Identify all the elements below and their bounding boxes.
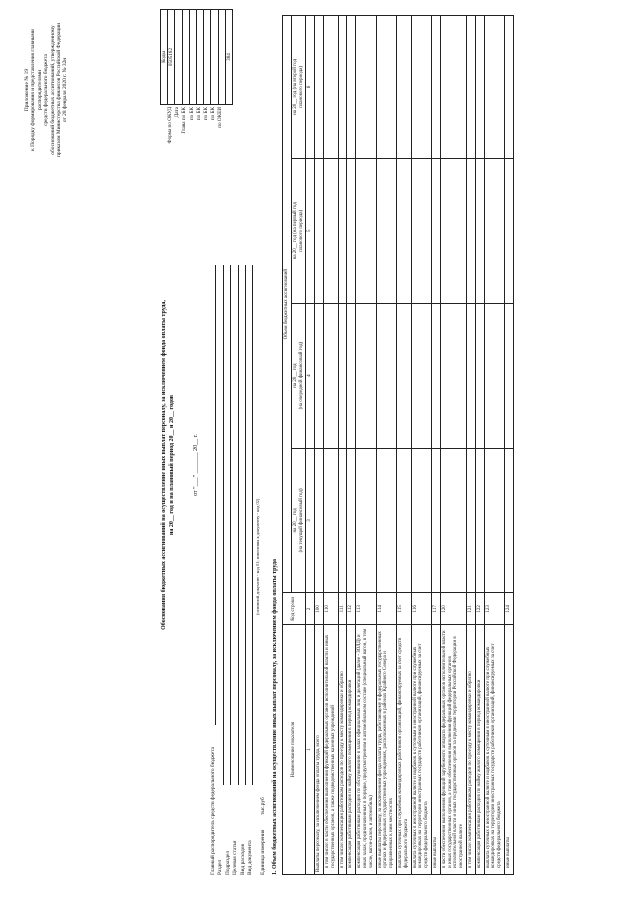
header-name: Наименование показателя [283,625,306,875]
amount-cell[interactable] [338,448,347,593]
row-name: в том числе: компенсация работникам расходов по проезду к месту командировки и обратно [466,625,475,875]
table-row [376,16,396,875]
row-code: 115 [396,593,411,625]
appendix-line: средств федерального бюджета [43,54,50,126]
row-code: 120 [440,593,466,625]
amount-cell[interactable] [376,158,396,303]
amount-cell[interactable] [440,16,466,159]
row-name: в том числе: компенсация работникам расходов по проезду к месту командировки и обратно [338,625,347,875]
table-row [484,16,504,875]
code-label: Форма по ОКУД [167,107,173,144]
okei-code: 384 [225,10,232,105]
header-code: Код строки [283,593,306,625]
amount-cell[interactable] [396,303,411,448]
amount-cell[interactable] [466,303,475,448]
amount-cell[interactable] [376,303,396,448]
amount-cell[interactable] [411,158,431,303]
amount-cell[interactable] [323,16,338,159]
column-number: 1 [306,625,315,875]
header-year-3: на 20__ год (на первый год планового периода) [291,158,306,303]
appendix-line: от 28 февраля 2020 г. № 32н [62,57,69,123]
row-name: компенсация работникам расходов по обслуживанию в залах официальных лиц и делегаций (далее - ЗОЛД) и иных залах, предназначенных в порядке, предусмотренном в автомобильном составе (специальный вагон, в том числе, вагон-салон, и автомобиль) [356,625,376,875]
code-label: по БК [188,107,195,121]
amount-cell[interactable] [347,158,356,303]
amount-cell[interactable] [347,303,356,448]
appendix-line: обоснований бюджетных ассигнований, утвержденному [49,25,56,155]
bk-code [189,10,196,105]
amount-cell[interactable] [396,158,411,303]
codes-box [160,9,233,105]
meta-label: Вид расходов [239,844,246,875]
amount-cell[interactable] [440,448,466,593]
table-row [475,16,484,875]
row-code: 121 [466,593,475,625]
amount-cell[interactable] [431,16,440,159]
section-heading: 1. Объем бюджетных ассигнований на осуществление иных выплат персоналу, за исключением фонда оплаты труда [272,558,278,875]
bk-code [196,10,203,105]
code-label: по БК [210,107,217,121]
table-row [338,16,347,875]
amount-cell[interactable] [356,158,376,303]
amount-cell[interactable] [475,158,484,303]
code-label: Глава по БК [181,107,188,134]
amount-cell[interactable] [338,303,347,448]
amount-cell[interactable] [338,16,347,159]
row-code: 123 [484,593,504,625]
meta-label: Вид документа [246,840,253,875]
amount-cell[interactable] [475,303,484,448]
table-row [411,16,431,875]
row-code: 117 [431,593,440,625]
amount-cell[interactable] [475,16,484,159]
amount-cell[interactable] [315,158,324,303]
amount-cell[interactable] [466,16,475,159]
table-row [323,16,338,875]
table-row [356,16,376,875]
amount-cell[interactable] [323,158,338,303]
amount-cell[interactable] [440,158,466,303]
amount-cell[interactable] [431,303,440,448]
row-code: 114 [376,593,396,625]
row-code: 113 [356,593,376,625]
amount-cell[interactable] [356,16,376,159]
row-code: 116 [411,593,431,625]
amount-cell[interactable] [504,16,513,159]
table-row [504,16,513,875]
amount-cell[interactable] [347,448,356,593]
amount-cell[interactable] [475,448,484,593]
row-name: иные выплаты [504,625,513,875]
amount-cell[interactable] [376,448,396,593]
title-line-1: Обоснования бюджетных ассигнований на осуществление иных выплат персоналу, за исключением фонда оплаты труда, [161,300,167,630]
unit-label: Единица измерения [260,829,267,875]
row-name: выплата суточных в иностранной валюте и надбавок к суточным в иностранной валюте при служебных командировках на территории иностранных государств работников организаций, финансируемых за счет средств федерального бюджета [484,625,504,875]
appendix-line: приказом Министерства финансов Российской Федерации [56,23,63,157]
amount-cell[interactable] [484,303,504,448]
header-year-1: на 20__ год (на текущий финансовый год) [291,448,306,593]
column-number: 6 [306,16,315,159]
row-code: 112 [347,593,356,625]
doc-note: (основной документ - код 01; изменения к документу - код 02) [255,498,261,615]
row-name: в части обеспечения выполнения функций зарубежного аппарата федеральных органов исполнительной власти и иных государственных органов, а также обеспечения выполнения функций федеральных органов исполнительной власти и иных государственных органов за пределами территории Российской Федерации в иностранной валюте [440,625,466,875]
row-code: 100 [315,593,324,625]
unit-value: тыс.руб [260,797,267,815]
amount-cell[interactable] [466,448,475,593]
appendix-line: Приложение № 19 [24,68,30,112]
okud-code: 0505182 [168,10,175,105]
amount-cell[interactable] [396,16,411,159]
row-name: Выплаты персоналу, за исключением фонда оплаты труда, всего [315,625,324,875]
column-number: 2 [306,593,315,625]
appendix-line: к Порядку формирования и представления главными распорядителями [30,29,43,151]
header-group: Объем бюджетных ассигнований [283,16,292,593]
table-row [440,16,466,875]
code-label: Дата [174,107,181,118]
allocations-table [282,15,514,875]
column-number: 3 [306,448,315,593]
amount-cell[interactable] [431,158,440,303]
amount-cell[interactable] [484,158,504,303]
amount-cell[interactable] [484,16,504,159]
table-row [315,16,324,875]
table-row [396,16,411,875]
row-code: 122 [475,593,484,625]
header-year-2: на 20__ год (на очередной финансовый год) [291,303,306,448]
meta-label: Раздел [217,859,224,875]
row-name: компенсация работникам расходов по найму жилого помещения в период командировки [475,625,484,875]
amount-cell[interactable] [315,448,324,593]
meta-label: Подраздел [224,850,231,875]
appendix-block [24,15,69,165]
row-name: в том числе: в части обеспечения выполнения функций федеральных органов исполнительной власти и иных государственных органов, а также подведомственных казенных учреждений [323,625,338,875]
meta-label: Целевая статья [232,840,239,875]
column-number: 4 [306,303,315,448]
amount-cell[interactable] [411,448,431,593]
row-code: 111 [338,593,347,625]
amount-cell[interactable] [323,303,338,448]
amount-cell[interactable] [466,158,475,303]
column-number: 5 [306,158,315,303]
table-row [431,16,440,875]
amount-cell[interactable] [440,303,466,448]
amount-cell[interactable] [323,448,338,593]
row-name: компенсация работникам расходов по найму жилого помещения в период командировки [347,625,356,875]
amount-cell[interactable] [411,303,431,448]
amount-cell[interactable] [484,448,504,593]
table-row [347,16,356,875]
amount-cell[interactable] [431,448,440,593]
code-label: по БК [195,107,202,121]
meta-block [210,235,268,875]
rotated-form-sheet [10,10,630,895]
doc-code [218,10,225,105]
table-body [315,16,514,875]
amount-cell[interactable] [356,448,376,593]
row-name: выплата суточных в иностранной валюте и надбавок к суточным в иностранной валюте при служебных командировках на территории иностранных государств работников организаций, финансируемых за счет средств федерального бюджета [411,625,431,875]
bk-code [204,10,211,105]
form-title [160,185,200,745]
amount-cell[interactable] [504,158,513,303]
codes-header: Коды [161,10,168,105]
row-name: выплата суточных при служебных командировках работников организаций, финансируемых за счет средств федерального бюджета [396,625,411,875]
code-label: по БК [203,107,210,121]
amount-cell[interactable] [411,16,431,159]
code-label: по ОКЕИ [217,107,224,128]
amount-cell[interactable] [315,16,324,159]
row-code: 124 [504,593,513,625]
row-code: 110 [323,593,338,625]
amount-cell[interactable] [504,448,513,593]
column-numbers-row [306,16,315,875]
date-code [175,10,182,105]
row-name: иные выплаты персоналу, за исключением фонда оплаты труда, работающему в федеральных государственных органах и федеральных государственных учреждениях, расположенных в районах Крайнего Севера и приравненных к ним местностях [376,625,396,875]
title-date: от "___" _______ 20__ г. [193,434,199,496]
row-name: иные выплаты [431,625,440,875]
amount-cell[interactable] [356,303,376,448]
header-year-4: на 20__ год (на второй год планового периода) [291,16,306,159]
amount-cell[interactable] [315,303,324,448]
table-row [466,16,475,875]
amount-cell[interactable] [504,303,513,448]
bk-code [211,10,218,105]
amount-cell[interactable] [347,16,356,159]
title-line-2: на 20__ год и на плановый период 20__ и 20__ годов [169,394,175,536]
amount-cell[interactable] [338,158,347,303]
amount-cell[interactable] [396,448,411,593]
codes-labels [167,107,225,195]
glava-code [182,10,189,105]
meta-label: Главный распорядитель средств федерального бюджета [210,746,216,875]
amount-cell[interactable] [376,16,396,159]
